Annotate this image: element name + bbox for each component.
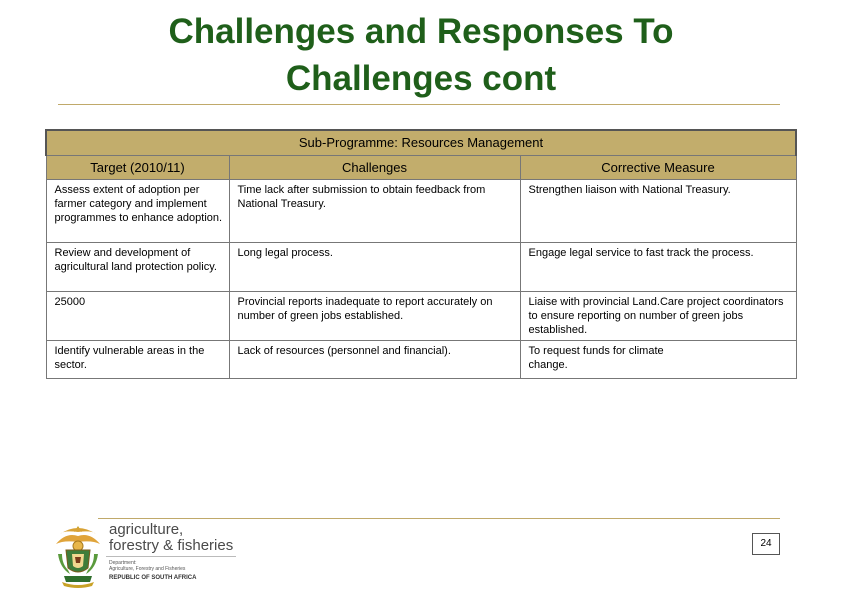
footer-divider [98,518,780,519]
logo-divider [106,556,236,557]
table-header-row [46,156,796,180]
table-banner-row [46,130,796,156]
measure-cell [520,341,796,379]
logo-department-text [109,560,185,572]
challenge-text: Provincial reports inadequate to report accurately on number of green jobs established. [237,296,493,322]
target-text: Identify vulnerable areas in the sector. [54,345,205,371]
header-challenges: Challenges [229,156,520,180]
table-row [46,292,796,341]
target-cell [46,180,229,243]
sub-programme-banner: Sub-Programme: Resources Management [46,130,796,156]
challenge-text: Long legal process. [237,247,333,259]
coat-of-arms-icon [52,524,104,588]
measure-text: Liaise with provincial Land.Care project coordinators to ensure reporting on number of green jobs established. [528,296,784,336]
slide-title-line-1: Challenges and Responses To [168,12,674,51]
logo-department-name: Agriculture, Forestry and Fisheries [109,566,186,572]
challenge-cell [229,341,520,379]
table-row [46,243,796,292]
target-text: Assess extent of adoption per farmer category and implement programmes to enhance adoption. [54,184,223,224]
challenge-cell [229,243,520,292]
challenge-text: Time lack after submission to obtain feedback from National Treasury. [237,184,486,210]
header-corrective-measure: Corrective Measure [520,156,796,180]
measure-text: Strengthen liaison with National Treasury. [528,184,731,196]
slide-title [0,8,842,102]
target-text: Review and development of agricultural land protection policy. [54,247,217,273]
target-cell [46,341,229,379]
target-cell [46,292,229,341]
measure-cell [520,180,796,243]
measure-cell [520,292,796,341]
logo-text-line-1: agriculture, [109,521,184,538]
measure-text: Engage legal service to fast track the process. [528,247,754,259]
target-cell [46,243,229,292]
logo-text-line-2: forestry & fisheries [109,537,234,554]
challenge-text: Lack of resources (personnel and financial). [237,345,451,357]
measure-text: To request funds for climate change. [528,345,664,371]
logo-country-text: REPUBLIC OF SOUTH AFRICA [109,575,197,581]
challenge-cell [229,292,520,341]
slide-title-line-2: Challenges cont [285,59,557,98]
department-logo [52,522,242,588]
measure-cell [520,243,796,292]
page-number: 24 [752,533,780,555]
target-text: 25000 [54,296,86,308]
logo-department-label: Department: [109,560,137,566]
challenge-cell [229,180,520,243]
table-row [46,341,796,379]
title-divider [58,104,780,105]
table-row [46,180,796,243]
challenges-table [45,129,797,379]
header-target: Target (2010/11) [46,156,229,180]
